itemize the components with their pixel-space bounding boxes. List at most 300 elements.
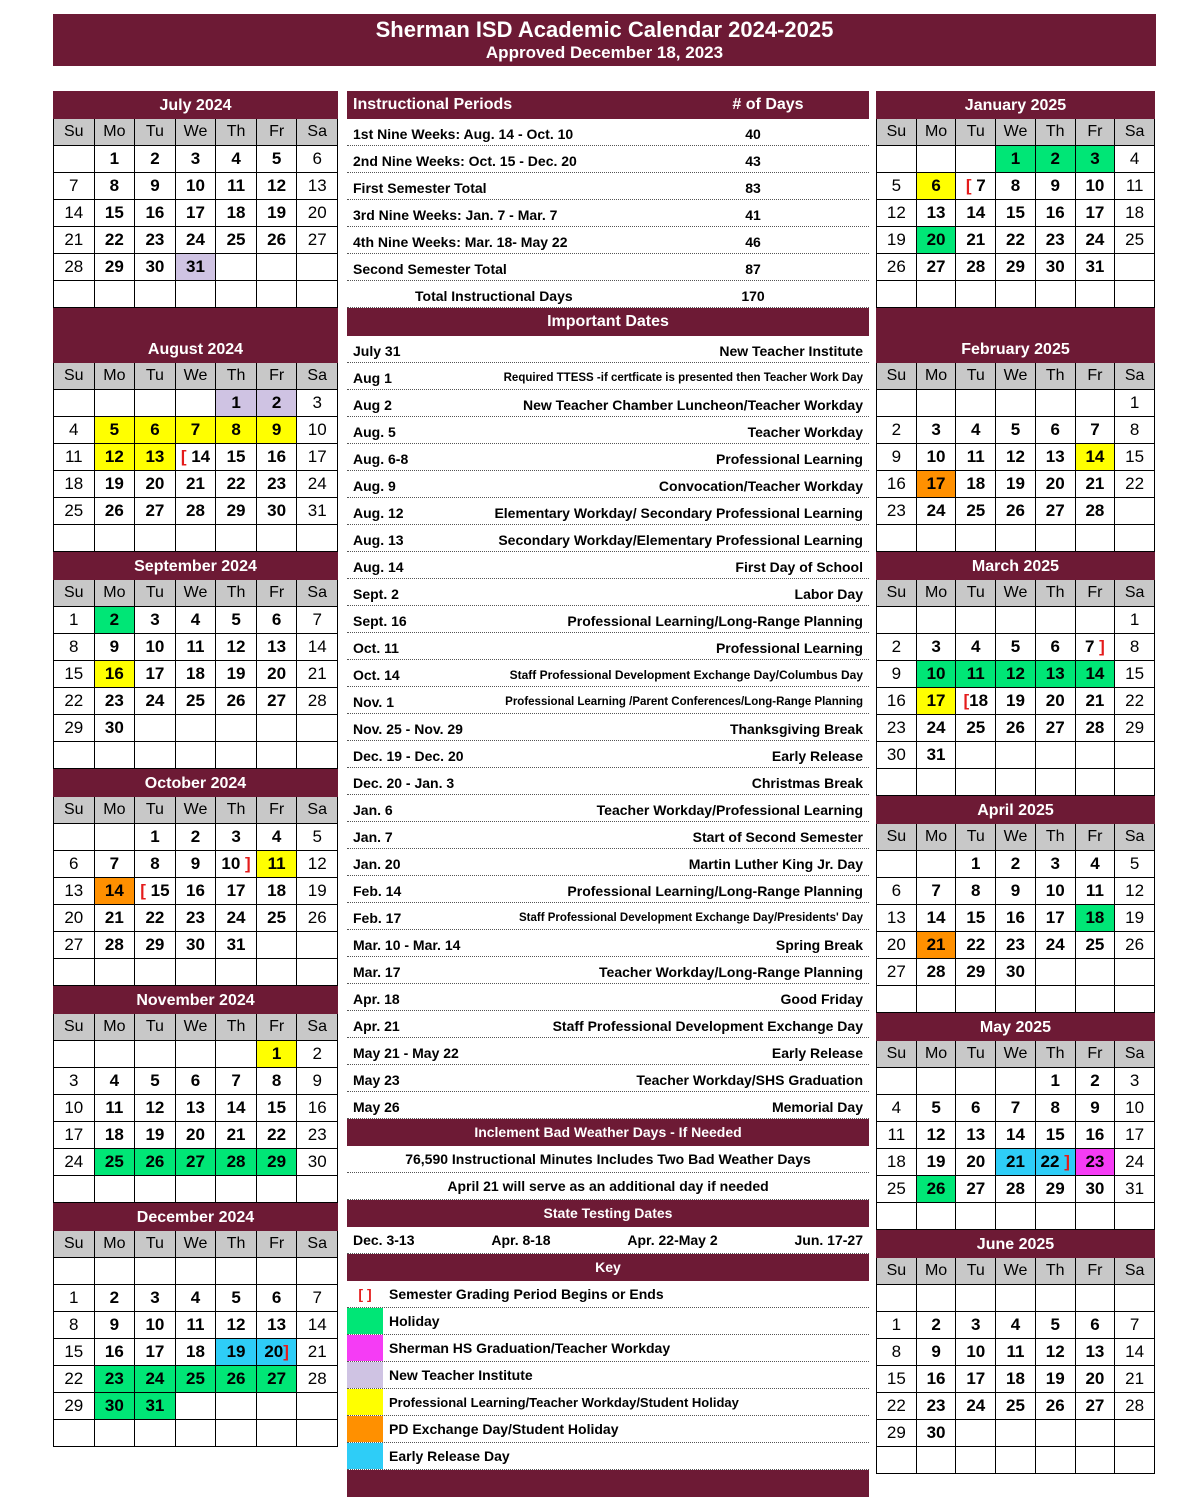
instructional-periods-header	[347, 91, 869, 119]
day-cell: 25	[956, 715, 996, 742]
day-cell: 15	[956, 905, 996, 932]
day-cell: 15	[216, 444, 257, 471]
day-cell: 28	[1076, 715, 1116, 742]
empty-cell	[135, 1041, 176, 1068]
day-cell: 24	[135, 688, 176, 715]
day-cell: 21	[917, 932, 957, 959]
empty-cell	[135, 525, 176, 552]
day-cell: 23	[877, 498, 917, 525]
day-cell: 2	[95, 607, 136, 634]
month-left-2	[53, 552, 338, 769]
weekday-header: Sa	[1115, 1258, 1155, 1285]
key-swatch	[347, 1443, 383, 1469]
important-date-row	[347, 390, 869, 417]
empty-cell	[297, 281, 338, 308]
weekday-header: Fr	[257, 797, 298, 824]
weekday-header: Mo	[95, 1014, 136, 1041]
day-cell: 2	[135, 146, 176, 173]
day-cell: 11	[1076, 878, 1116, 905]
empty-cell	[176, 1041, 217, 1068]
day-number: 7	[1084, 637, 1100, 656]
day-cell: 4	[877, 1095, 917, 1122]
period-label: 1st Nine Weeks: Aug. 14 - Oct. 10	[353, 126, 574, 142]
empty-cell	[1036, 986, 1076, 1013]
important-date-row	[347, 525, 869, 552]
day-cell: 21	[956, 227, 996, 254]
day-cell	[176, 444, 217, 471]
day-cell: 16	[257, 444, 298, 471]
event-name: Professional Learning /Parent Conferences/Long-Range Planning	[505, 696, 863, 708]
empty-cell	[1115, 1420, 1155, 1447]
empty-cell	[1036, 959, 1076, 986]
weekday-header: Th	[1036, 119, 1076, 146]
weather-heading: Inclement Bad Weather Days - If Needed	[347, 1119, 869, 1146]
day-cell: 8	[54, 634, 95, 661]
day-cell: 11	[1115, 173, 1155, 200]
day-cell: 14	[917, 905, 957, 932]
empty-cell	[996, 390, 1036, 417]
day-cell: 7	[297, 607, 338, 634]
day-cell: 30	[95, 715, 136, 742]
empty-cell	[95, 525, 136, 552]
important-date-row	[347, 714, 869, 741]
event-date: Aug 1	[353, 370, 392, 386]
day-cell	[1036, 1149, 1076, 1176]
day-cell: 13	[1036, 444, 1076, 471]
key-heading: Key	[347, 1254, 869, 1281]
day-cell: 25	[996, 1393, 1036, 1420]
event-name: Convocation/Teacher Workday	[658, 478, 863, 494]
event-date: Aug. 6-8	[353, 451, 409, 467]
day-cell: 1	[996, 146, 1036, 173]
testing-date: Dec. 3-13	[353, 1232, 415, 1248]
day-cell: 29	[54, 1393, 95, 1420]
empty-cell	[216, 1176, 257, 1203]
day-cell: 9	[257, 417, 298, 444]
day-cell: 27	[1036, 715, 1076, 742]
day-cell: 5	[257, 146, 298, 173]
empty-cell	[135, 742, 176, 769]
day-cell: 2	[257, 390, 298, 417]
day-cell: 10	[135, 1312, 176, 1339]
event-name: Teacher Workday/Long-Range Planning	[599, 964, 863, 980]
instructional-period-row	[347, 254, 869, 281]
day-cell: 17	[176, 200, 217, 227]
day-cell: 5	[95, 417, 136, 444]
weekday-header: Th	[1036, 1258, 1076, 1285]
day-number: 18	[969, 691, 989, 710]
day-cell: 2	[297, 1041, 338, 1068]
event-date: July 31	[353, 343, 401, 359]
day-cell: 23	[257, 471, 298, 498]
day-cell: 27	[257, 688, 298, 715]
day-cell: 25	[176, 1366, 217, 1393]
day-cell: 4	[216, 146, 257, 173]
empty-cell	[1076, 281, 1116, 308]
day-cell: 4	[996, 1312, 1036, 1339]
empty-cell	[216, 1041, 257, 1068]
day-cell: 3	[917, 634, 957, 661]
important-date-row	[347, 363, 869, 390]
day-cell: 27	[297, 227, 338, 254]
weekday-header: We	[996, 1041, 1036, 1068]
day-cell: 19	[216, 1339, 257, 1366]
empty-cell	[135, 390, 176, 417]
empty-cell	[877, 1203, 917, 1230]
weekday-header: Sa	[1115, 363, 1155, 390]
weekday-header: We	[996, 119, 1036, 146]
empty-cell	[956, 525, 996, 552]
day-cell: 30	[135, 254, 176, 281]
day-cell: 11	[956, 444, 996, 471]
day-cell: 11	[257, 851, 298, 878]
day-cell: 16	[95, 1339, 136, 1366]
empty-cell	[956, 146, 996, 173]
weekday-header: Sa	[297, 797, 338, 824]
empty-cell	[1076, 986, 1116, 1013]
month-title: July 2024	[53, 91, 338, 119]
day-cell: 27	[917, 254, 957, 281]
calendar-title-banner	[53, 14, 1156, 66]
day-cell: 10	[176, 173, 217, 200]
day-cell: 10	[135, 634, 176, 661]
day-cell: 26	[917, 1176, 957, 1203]
empty-cell	[917, 607, 957, 634]
grading-bracket: [	[180, 447, 187, 466]
empty-cell	[1036, 1420, 1076, 1447]
day-cell: 19	[1115, 905, 1155, 932]
grading-bracket: [	[965, 176, 972, 195]
day-cell: 16	[95, 661, 136, 688]
day-cell: 3	[1115, 1068, 1155, 1095]
weekday-header: Mo	[917, 824, 957, 851]
weekday-header: Mo	[95, 363, 136, 390]
day-cell: 22	[1115, 688, 1155, 715]
weekday-header: Mo	[95, 119, 136, 146]
empty-cell	[54, 742, 95, 769]
empty-cell	[216, 742, 257, 769]
day-cell: 20	[135, 471, 176, 498]
empty-cell	[996, 1203, 1036, 1230]
important-date-row	[347, 822, 869, 849]
day-cell: 14	[297, 1312, 338, 1339]
day-cell: 29	[257, 1149, 298, 1176]
day-cell: 25	[1115, 227, 1155, 254]
weekday-header: Th	[216, 1014, 257, 1041]
empty-cell	[176, 525, 217, 552]
weekday-header: We	[176, 363, 217, 390]
day-cell: 20	[1076, 1366, 1116, 1393]
day-cell: 30	[176, 932, 217, 959]
day-cell: 10	[54, 1095, 95, 1122]
day-cell: 3	[176, 146, 217, 173]
instructional-period-row	[347, 173, 869, 200]
day-cell: 12	[297, 851, 338, 878]
page-title: Sherman ISD Academic Calendar 2024-2025	[375, 17, 834, 42]
day-cell: 19	[95, 471, 136, 498]
period-days: 83	[745, 180, 761, 196]
day-cell: 19	[917, 1149, 957, 1176]
empty-cell	[135, 1258, 176, 1285]
day-cell: 5	[996, 417, 1036, 444]
important-date-row	[347, 1065, 869, 1092]
day-cell: 19	[135, 1122, 176, 1149]
empty-cell	[1036, 1285, 1076, 1312]
empty-cell	[257, 1420, 298, 1447]
day-cell: 3	[135, 607, 176, 634]
total-label: Total Instructional Days	[415, 288, 573, 304]
day-cell: 16	[996, 905, 1036, 932]
day-cell: 15	[54, 661, 95, 688]
weekday-header: Th	[216, 580, 257, 607]
empty-cell	[1115, 498, 1155, 525]
weekday-header: Sa	[1115, 1041, 1155, 1068]
empty-cell	[996, 986, 1036, 1013]
key-swatch	[347, 1308, 383, 1334]
weekday-header: Tu	[956, 119, 996, 146]
day-cell: 4	[257, 824, 298, 851]
left-month-column	[53, 91, 338, 1447]
page-subtitle: Approved December 18, 2023	[485, 43, 724, 62]
day-cell: 10	[1076, 173, 1116, 200]
important-date-row	[347, 417, 869, 444]
event-date: May 21 - May 22	[353, 1045, 459, 1061]
day-cell	[956, 688, 996, 715]
empty-cell	[54, 146, 95, 173]
important-date-row	[347, 579, 869, 606]
day-cell: 14	[297, 634, 338, 661]
day-cell: 25	[216, 227, 257, 254]
day-cell: 28	[176, 498, 217, 525]
empty-cell	[216, 715, 257, 742]
empty-cell	[216, 1420, 257, 1447]
day-cell: 2	[877, 634, 917, 661]
day-cell: 12	[996, 444, 1036, 471]
day-cell: 3	[1036, 851, 1076, 878]
weekday-header: Tu	[135, 797, 176, 824]
weekday-header: Sa	[297, 1014, 338, 1041]
empty-cell	[917, 281, 957, 308]
month-title: August 2024	[53, 335, 338, 363]
grading-bracket: [	[140, 881, 146, 900]
event-name: Thanksgiving Break	[729, 721, 863, 737]
event-name: Teacher Workday	[747, 424, 863, 440]
empty-cell	[1076, 769, 1116, 796]
testing-date: Apr. 22-May 2	[627, 1232, 718, 1248]
event-date: Oct. 11	[353, 640, 399, 656]
total-days: 170	[741, 288, 765, 304]
weekday-header: Tu	[956, 824, 996, 851]
empty-cell	[1115, 959, 1155, 986]
weekday-header: We	[996, 363, 1036, 390]
instructional-periods-list	[347, 119, 869, 281]
month-right-0	[876, 91, 1155, 308]
day-cell: 10	[297, 417, 338, 444]
weekday-header: Tu	[956, 1258, 996, 1285]
empty-cell	[135, 715, 176, 742]
empty-cell	[95, 1420, 136, 1447]
key-label: Semester Grading Period Begins or Ends	[389, 1286, 664, 1302]
day-cell: 21	[95, 905, 136, 932]
day-cell: 13	[257, 1312, 298, 1339]
month-left-3	[53, 769, 338, 986]
day-cell: 7	[1076, 417, 1116, 444]
day-cell: 22	[54, 1366, 95, 1393]
weather-line-1: 76,590 Instructional Minutes Includes Two Bad Weather Days	[347, 1146, 869, 1173]
day-cell: 19	[877, 227, 917, 254]
day-cell	[257, 1339, 298, 1366]
testing-date: Jun. 17-27	[794, 1232, 863, 1248]
event-date: Feb. 17	[353, 910, 402, 926]
empty-cell	[176, 1420, 217, 1447]
event-name: Spring Break	[775, 937, 863, 953]
day-cell: 12	[877, 200, 917, 227]
empty-cell	[135, 1176, 176, 1203]
empty-cell	[1115, 769, 1155, 796]
empty-cell	[216, 281, 257, 308]
day-number: 15	[145, 881, 170, 900]
empty-cell	[257, 932, 298, 959]
empty-cell	[1076, 1447, 1116, 1474]
month-grid	[876, 1258, 1155, 1474]
event-name: Required TTESS -if certficate is presented then Teacher Work Day	[503, 372, 863, 384]
day-cell: 26	[1115, 932, 1155, 959]
event-date: Sept. 16	[353, 613, 407, 629]
day-cell: 8	[54, 1312, 95, 1339]
day-cell: 6	[257, 607, 298, 634]
key-item	[347, 1281, 869, 1308]
event-name: Teacher Workday/Professional Learning	[596, 802, 863, 818]
month-title: November 2024	[53, 986, 338, 1014]
empty-cell	[95, 824, 136, 851]
day-cell: 13	[917, 200, 957, 227]
month-grid	[876, 363, 1155, 552]
day-cell: 18	[877, 1149, 917, 1176]
day-cell: 1	[877, 1312, 917, 1339]
event-date: Aug. 13	[353, 532, 404, 548]
event-name: Staff Professional Development Exchange Day/Columbus Day	[509, 668, 863, 682]
weekday-header: Fr	[1076, 1258, 1116, 1285]
empty-cell	[1115, 742, 1155, 769]
day-cell: 30	[1076, 1176, 1116, 1203]
weekday-header: Su	[54, 1014, 95, 1041]
day-cell: 20	[54, 905, 95, 932]
empty-cell	[1076, 390, 1116, 417]
empty-cell	[996, 742, 1036, 769]
day-cell: 17	[917, 688, 957, 715]
empty-cell	[877, 1068, 917, 1095]
day-cell: 17	[135, 661, 176, 688]
empty-cell	[956, 1203, 996, 1230]
empty-cell	[956, 1420, 996, 1447]
grading-bracket: [	[963, 691, 970, 710]
month-title: January 2025	[876, 91, 1155, 119]
month-title: June 2025	[876, 1230, 1155, 1258]
weekday-header: Th	[216, 119, 257, 146]
day-cell: 8	[216, 417, 257, 444]
day-cell: 8	[95, 173, 136, 200]
day-cell: 25	[257, 905, 298, 932]
grading-bracket: ]	[1099, 637, 1105, 656]
day-cell: 23	[877, 715, 917, 742]
weekday-header: Fr	[1076, 119, 1116, 146]
day-cell: 26	[297, 905, 338, 932]
day-cell: 22	[216, 471, 257, 498]
weather-line-2: April 21 will serve as an additional day if needed	[347, 1173, 869, 1200]
day-cell: 1	[216, 390, 257, 417]
testing-dates-row	[347, 1227, 869, 1254]
day-cell: 27	[1076, 1393, 1116, 1420]
day-cell: 1	[95, 146, 136, 173]
day-cell: 7	[95, 851, 136, 878]
empty-cell	[877, 1447, 917, 1474]
event-date: Aug. 14	[353, 559, 404, 575]
day-number: 22	[1040, 1152, 1065, 1171]
important-date-row	[347, 1038, 869, 1065]
day-cell: 9	[996, 878, 1036, 905]
empty-cell	[1076, 959, 1116, 986]
day-cell: 3	[297, 390, 338, 417]
event-name: Early Release	[771, 1045, 863, 1061]
month-grid	[53, 363, 338, 552]
important-dates-list	[347, 336, 869, 1119]
day-cell: 6	[1036, 417, 1076, 444]
day-cell: 30	[257, 498, 298, 525]
day-cell: 13	[956, 1122, 996, 1149]
empty-cell	[297, 1258, 338, 1285]
empty-cell	[1036, 1203, 1076, 1230]
empty-cell	[257, 1393, 298, 1420]
weekday-header: Th	[1036, 363, 1076, 390]
empty-cell	[956, 769, 996, 796]
day-cell: 23	[95, 1366, 136, 1393]
day-cell: 24	[1076, 227, 1116, 254]
day-cell: 1	[257, 1041, 298, 1068]
empty-cell	[1115, 254, 1155, 281]
day-cell: 5	[996, 634, 1036, 661]
empty-cell	[297, 254, 338, 281]
day-cell: 22	[54, 688, 95, 715]
day-cell: 13	[257, 634, 298, 661]
month-title: September 2024	[53, 552, 338, 580]
empty-cell	[996, 525, 1036, 552]
weekday-header: Mo	[95, 580, 136, 607]
period-days: 87	[745, 261, 761, 277]
day-cell: 26	[135, 1149, 176, 1176]
day-cell: 22	[135, 905, 176, 932]
day-cell: 21	[1076, 688, 1116, 715]
empty-cell	[216, 959, 257, 986]
key-item	[347, 1416, 869, 1443]
day-cell: 6	[956, 1095, 996, 1122]
day-cell: 16	[297, 1095, 338, 1122]
day-cell: 28	[917, 959, 957, 986]
day-cell: 17	[956, 1366, 996, 1393]
empty-cell	[176, 1176, 217, 1203]
day-cell: 7	[1115, 1312, 1155, 1339]
period-days: 40	[745, 126, 761, 142]
day-cell: 14	[1115, 1339, 1155, 1366]
day-cell: 25	[1076, 932, 1116, 959]
day-cell: 20	[956, 1149, 996, 1176]
day-cell: 4	[176, 1285, 217, 1312]
day-cell: 7	[176, 417, 217, 444]
day-cell: 18	[216, 200, 257, 227]
important-date-row	[347, 849, 869, 876]
empty-cell	[1115, 525, 1155, 552]
event-date: Nov. 25 - Nov. 29	[353, 721, 463, 737]
empty-cell	[956, 390, 996, 417]
